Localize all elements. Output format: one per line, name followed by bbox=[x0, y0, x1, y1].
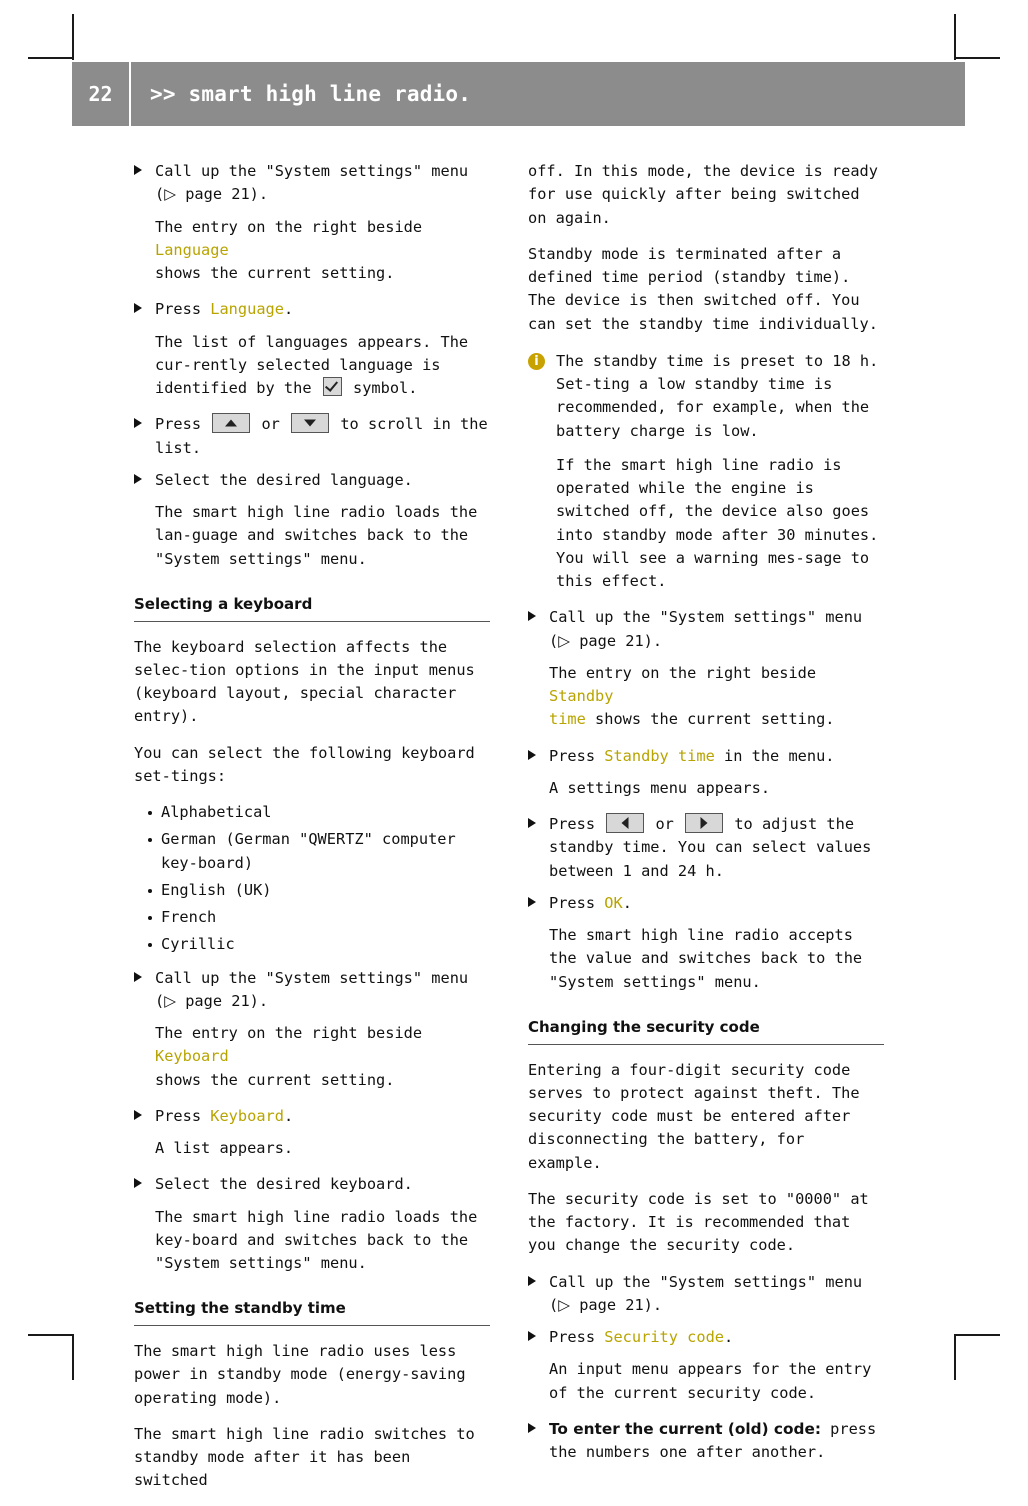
keyboard-para-1: The keyboard selection affects the selec-tion options in the input menus (keyboard layout, special character entry). bbox=[134, 637, 475, 726]
menu-entry-ok: OK bbox=[604, 893, 623, 912]
page-ref-arrow-icon: ▷ bbox=[164, 991, 176, 1010]
page-ref-arrow-icon: ▷ bbox=[164, 185, 176, 204]
step-triangle-icon bbox=[134, 165, 142, 175]
step-triangle-icon bbox=[528, 1331, 536, 1341]
page-header bbox=[72, 62, 965, 126]
right-arrow-key-icon[interactable] bbox=[685, 813, 723, 833]
step-detail-settings-menu: A settings menu appears. bbox=[549, 778, 771, 797]
page-ref-text: page 21). bbox=[569, 631, 663, 650]
step-detail-language-entry bbox=[155, 216, 490, 286]
menu-entry-keyboard: Keyboard bbox=[155, 1047, 229, 1066]
press-label: Press bbox=[549, 1328, 605, 1347]
step-bold-lead: To enter the current (old) code: bbox=[549, 1419, 821, 1438]
step-text: Call up the "System settings" menu bbox=[549, 608, 863, 627]
paren-open: ( bbox=[155, 991, 165, 1010]
list-item: English (UK) bbox=[148, 879, 490, 902]
or-label: or bbox=[252, 415, 290, 434]
step-call-up-system-settings-standby bbox=[528, 606, 884, 653]
page-ref-arrow-icon: ▷ bbox=[558, 1295, 570, 1314]
crop-mark-bottom-left-vertical bbox=[72, 1334, 74, 1380]
crop-mark-bottom-right-horizontal bbox=[954, 1334, 1000, 1336]
page-ref-text: page 21). bbox=[569, 1295, 663, 1314]
step-call-up-system-settings-security bbox=[528, 1271, 884, 1318]
step-call-up-system-settings-keyboard bbox=[134, 967, 490, 1014]
crop-mark-bottom-left-horizontal bbox=[28, 1334, 74, 1336]
press-label: Press bbox=[155, 415, 211, 434]
step-select-language bbox=[134, 469, 490, 492]
heading-setting-the-standby-time: Setting the standby time bbox=[134, 1297, 490, 1326]
left-column bbox=[134, 160, 490, 1506]
standby-continuation-para-1: off. In this mode, the device is ready for use quickly after being switched on again. bbox=[528, 162, 878, 227]
detail-text: The entry on the right beside bbox=[549, 663, 817, 682]
step-triangle-icon bbox=[528, 818, 536, 828]
menu-entry-standby: Standby bbox=[549, 687, 614, 705]
security-para-1: Entering a four-digit security code serves to protect against theft. The security code must be entered after disconnecting the battery, for example. bbox=[528, 1060, 860, 1172]
press-label: Press bbox=[549, 746, 605, 765]
step-text: Call up the "System settings" menu bbox=[549, 1272, 863, 1291]
paren-open: ( bbox=[549, 631, 559, 650]
detail-text-2: shows the current setting. bbox=[155, 264, 395, 282]
press-label: Press bbox=[155, 1106, 211, 1125]
adjust-label: to adjust the standby time. You can select values between 1 and 24 h. bbox=[549, 815, 872, 880]
standby-para-2: The smart high line radio switches to standby mode after it has been switched bbox=[134, 1424, 475, 1490]
step-press-security-code bbox=[528, 1326, 884, 1349]
step-call-up-system-settings-language bbox=[134, 160, 490, 207]
page-ref-arrow-icon: ▷ bbox=[558, 631, 570, 650]
list-item: French bbox=[148, 906, 490, 929]
step-press-standby-time bbox=[528, 745, 884, 768]
detail-text: The list of languages appears. The cur-rently selected language is identified by the bbox=[155, 332, 469, 397]
step-detail-language-list: The list of languages appears. The cur-rently selected language is identified by the symbol. bbox=[155, 332, 469, 397]
menu-entry-standby-time: Standby time bbox=[604, 746, 715, 765]
step-triangle-icon bbox=[134, 1110, 142, 1120]
paren-open: ( bbox=[549, 1295, 559, 1314]
step-select-keyboard bbox=[134, 1173, 490, 1196]
step-text: Call up the "System settings" menu bbox=[155, 968, 469, 987]
scroll-label: to scroll in the list. bbox=[155, 415, 488, 457]
crop-mark-top-right-vertical bbox=[954, 14, 956, 60]
step-detail-standby-accepted: The smart high line radio accepts the value and switches back to the "System settings" menu. bbox=[549, 926, 863, 991]
step-triangle-icon bbox=[528, 1276, 536, 1286]
press-label: Press bbox=[155, 300, 211, 319]
step-enter-current-code bbox=[528, 1418, 884, 1465]
crop-mark-top-right-horizontal bbox=[954, 57, 1000, 59]
step-triangle-icon bbox=[134, 418, 142, 428]
keyboard-options-list bbox=[134, 801, 490, 957]
header-divider bbox=[129, 62, 131, 126]
up-arrow-key-icon[interactable] bbox=[212, 413, 250, 433]
list-item: German (German "QWERTZ" computer key-board) bbox=[148, 828, 490, 875]
or-label: or bbox=[646, 815, 684, 833]
paren-open: ( bbox=[155, 185, 165, 204]
step-rest: press the numbers one after another. bbox=[549, 1419, 877, 1462]
info-icon: i bbox=[528, 353, 545, 370]
list-item: Alphabetical bbox=[148, 801, 490, 824]
menu-entry-time: time bbox=[549, 710, 586, 729]
step-detail-keyboard-list: A list appears. bbox=[155, 1139, 294, 1158]
step-detail-keyboard-loaded: The smart high line radio loads the key-board and switches back to the "System settings" menu. bbox=[155, 1207, 478, 1273]
tick-box-icon bbox=[323, 377, 342, 396]
detail-text-2: shows the current setting. bbox=[155, 1070, 395, 1089]
standby-para-1: The smart high line radio uses less power in standby mode (energy-saving operating mode). bbox=[134, 1342, 466, 1407]
right-column bbox=[528, 160, 884, 1473]
menu-entry-language: Language bbox=[210, 300, 284, 319]
period: . bbox=[283, 1106, 294, 1125]
step-press-scroll-keys bbox=[134, 413, 490, 460]
left-arrow-key-icon[interactable] bbox=[606, 813, 644, 833]
list-item: Cyrillic bbox=[148, 933, 490, 956]
page-ref-text: page 21). bbox=[175, 991, 269, 1010]
standby-continuation-para-2: Standby mode is terminated after a defined time period (standby time). The device is then switched off. You can set the standby time individually. bbox=[528, 244, 878, 333]
step-detail-standby-entry bbox=[549, 662, 884, 732]
step-triangle-icon bbox=[134, 972, 142, 982]
press-label: Press bbox=[549, 815, 605, 833]
detail-text: The entry on the right beside bbox=[155, 1024, 423, 1043]
step-triangle-icon bbox=[528, 611, 536, 621]
step-detail-security-input: An input menu appears for the entry of the current security code. bbox=[549, 1360, 872, 1402]
down-arrow-key-icon[interactable] bbox=[291, 413, 329, 433]
step-press-ok bbox=[528, 892, 884, 915]
detail-text: The entry on the right beside bbox=[155, 217, 423, 236]
step-detail-language-loaded: The smart high line radio loads the lan-guage and switches back to the "System settings" menu. bbox=[155, 503, 478, 568]
note-para-1: The standby time is preset to 18 h. Set-ting a low standby time is recommended, for example, when the battery charge is low. bbox=[556, 351, 879, 440]
step-triangle-icon bbox=[528, 897, 536, 907]
period: . bbox=[283, 300, 294, 319]
step-triangle-icon bbox=[134, 474, 142, 484]
step-text: Select the desired language. bbox=[155, 470, 413, 489]
step-triangle-icon bbox=[134, 1178, 142, 1188]
info-note bbox=[528, 350, 884, 594]
step-press-keyboard bbox=[134, 1105, 490, 1128]
step-triangle-icon bbox=[134, 303, 142, 313]
step-text: Select the desired keyboard. bbox=[155, 1175, 413, 1194]
heading-selecting-a-keyboard: Selecting a keyboard bbox=[134, 593, 490, 622]
page-title: >> smart high line radio. bbox=[150, 82, 472, 106]
step-triangle-icon bbox=[528, 750, 536, 760]
heading-changing-the-security-code: Changing the security code bbox=[528, 1016, 884, 1045]
press-rest: in the menu. bbox=[714, 746, 835, 765]
crop-mark-top-left-horizontal bbox=[28, 57, 74, 59]
period: . bbox=[622, 893, 632, 912]
page-ref-text: page 21). bbox=[175, 185, 269, 204]
step-triangle-icon bbox=[528, 1423, 536, 1433]
step-press-language bbox=[134, 298, 490, 321]
press-label: Press bbox=[549, 893, 605, 912]
menu-entry-language: Language bbox=[155, 240, 229, 259]
crop-mark-bottom-right-vertical bbox=[954, 1334, 956, 1380]
crop-mark-top-left-vertical bbox=[72, 14, 74, 60]
page-number: 22 bbox=[88, 82, 113, 106]
security-para-2: The security code is set to "0000" at the factory. It is recommended that you change the security code. bbox=[528, 1189, 869, 1255]
period: . bbox=[724, 1328, 734, 1347]
step-detail-keyboard-entry bbox=[155, 1022, 490, 1092]
keyboard-para-2: You can select the following keyboard set-tings: bbox=[134, 743, 475, 785]
detail-text-2: shows the current setting. bbox=[585, 710, 835, 729]
step-press-adjust-keys bbox=[528, 813, 884, 883]
menu-entry-keyboard: Keyboard bbox=[210, 1106, 284, 1125]
note-para-2: If the smart high line radio is operated while the engine is switched off, the device also goes into standby mode after 30 minutes. You will see a warning mes-sage to this effect. bbox=[556, 455, 879, 590]
menu-entry-security-code: Security code bbox=[604, 1328, 724, 1347]
step-text: Call up the "System settings" menu bbox=[155, 162, 469, 180]
